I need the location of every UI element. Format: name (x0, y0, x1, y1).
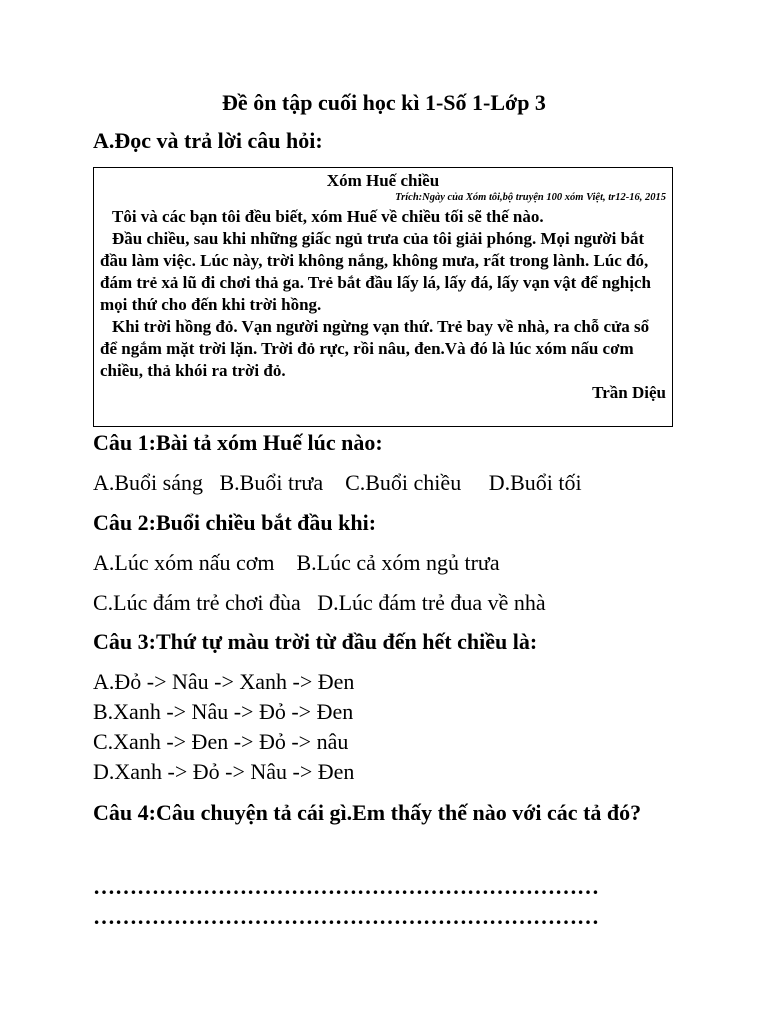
passage-paragraph-3: Khi trời hồng đỏ. Vạn người ngừng vạn thứ. Trẻ bay về nhà, ra chỗ cửa sổ để ngắm mặt trời lặn. Trời đỏ rực, rồi nâu, đen.Và đó là lúc xóm nấu cơm chiều, thả khói ra trời đỏ. (100, 317, 650, 380)
document-title: Đề ôn tập cuối học kì 1-Số 1-Lớp 3 (222, 90, 546, 115)
question-3-answers (93, 667, 354, 787)
question-3-answer-b: B.Xanh -> Nâu -> Đỏ -> Đen (93, 699, 354, 724)
answer-dotted-line-1[interactable]: …………………………………………………………… (93, 874, 599, 899)
passage-author: Trần Diệu (592, 383, 666, 402)
question-2: Câu 2:Buổi chiều bắt đầu khi: (93, 510, 377, 535)
passage-paragraph-2: Đầu chiều, sau khi những giấc ngủ trưa của tôi giải phóng. Mọi người bắt đầu làm việc. Lúc này, trời không nắng, không mưa, rất trong lành. Lúc đó, đám trẻ xả lũ đi chơi thả ga. Trẻ bắt đầu lấy lá, lấy đá, lấy vạn vật để nghịch mọi thứ cho đến khi trời hồng. (100, 229, 651, 314)
reading-passage-box (93, 167, 673, 427)
question-3-answer-d: D.Xanh -> Đỏ -> Nâu -> Đen (93, 759, 355, 784)
section-a-heading: A.Đọc và trả lời câu hỏi: (93, 128, 323, 153)
question-2-answers-line-1: A.Lúc xóm nấu cơm B.Lúc cả xóm ngủ trưa (93, 550, 500, 575)
question-1-answers: A.Buổi sáng B.Buổi trưa C.Buổi chiều D.Buổi tối (93, 470, 582, 495)
question-3-answer-c: C.Xanh -> Đen -> Đỏ -> nâu (93, 729, 349, 754)
passage-source: Trích:Ngày của Xóm tôi,bộ truyện 100 xóm Việt, tr12-16, 2015 (395, 192, 666, 203)
answer-dotted-line-2[interactable]: …………………………………………………………… (93, 904, 599, 929)
question-3: Câu 3:Thứ tự màu trời từ đầu đến hết chiều là: (93, 629, 538, 654)
question-3-answer-a: A.Đỏ -> Nâu -> Xanh -> Đen (93, 669, 355, 694)
question-1: Câu 1:Bài tả xóm Huế lúc nào: (93, 430, 383, 455)
passage-title: Xóm Huế chiều (326, 171, 440, 190)
question-2-answers-line-2: C.Lúc đám trẻ chơi đùa D.Lúc đám trẻ đua về nhà (93, 590, 546, 615)
question-4: Câu 4:Câu chuyện tả cái gì.Em thấy thế nào với các tả đó? (93, 800, 642, 825)
passage-paragraph-1: Tôi và các bạn tôi đều biết, xóm Huế về chiều tối sẽ thế nào. (112, 207, 544, 226)
